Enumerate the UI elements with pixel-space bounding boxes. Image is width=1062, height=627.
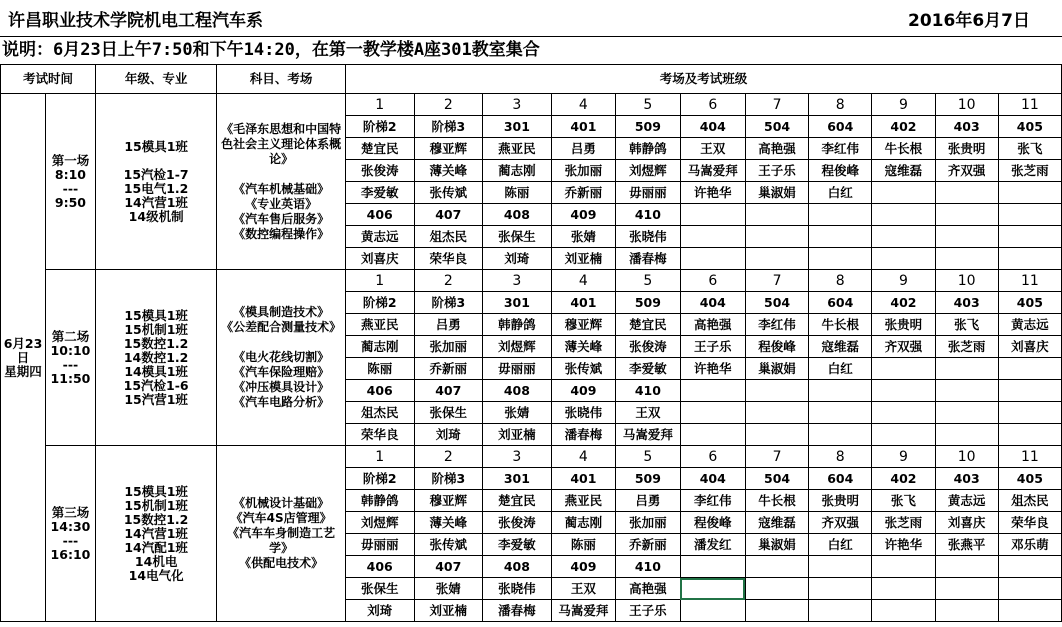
room-location[interactable]: 604 <box>809 116 872 138</box>
proctor-cell[interactable]: 张芝雨 <box>998 160 1061 182</box>
session-grades: 15模具1班 15汽检1-7 15电气1.2 14汽营1班 14级机制 <box>95 94 216 270</box>
proctor-cell[interactable] <box>998 358 1061 380</box>
proctor-cell[interactable]: 刘亚楠 <box>414 600 483 622</box>
proctor-cell[interactable] <box>935 226 998 248</box>
session-time: 第二场 10:10 --- 11:50 <box>45 270 95 446</box>
room-location[interactable]: 409 <box>551 380 615 402</box>
proctor-cell[interactable]: 张俊涛 <box>616 336 680 358</box>
room-location[interactable] <box>872 204 935 226</box>
proctor-cell[interactable]: 张婧 <box>414 578 483 600</box>
room-location[interactable]: 301 <box>483 468 552 490</box>
proctor-cell[interactable]: 张保生 <box>414 402 483 424</box>
proctor-cell[interactable]: 李爱敏 <box>616 358 680 380</box>
room-location[interactable]: 509 <box>616 292 680 314</box>
room-number[interactable]: 11 <box>998 446 1061 468</box>
room-location[interactable] <box>745 556 808 578</box>
room-number[interactable]: 1 <box>345 446 414 468</box>
room-number[interactable]: 6 <box>680 270 745 292</box>
room-number[interactable]: 4 <box>551 270 615 292</box>
header-subject: 科目、考场 <box>217 65 346 94</box>
proctor-cell[interactable] <box>680 248 745 270</box>
proctor-cell[interactable]: 齐双强 <box>872 336 935 358</box>
proctor-cell[interactable]: 刘煜辉 <box>616 160 680 182</box>
proctor-cell[interactable]: 牛长根 <box>809 314 872 336</box>
room-location[interactable]: 403 <box>935 116 998 138</box>
proctor-cell[interactable] <box>680 402 745 424</box>
proctor-cell[interactable]: 张俊涛 <box>345 160 414 182</box>
exam-schedule-table <box>0 64 1062 622</box>
room-location[interactable] <box>935 204 998 226</box>
proctor-cell[interactable]: 潘春梅 <box>616 248 680 270</box>
proctor-cell[interactable]: 穆亚辉 <box>414 490 483 512</box>
room-location[interactable]: 阶梯2 <box>345 292 414 314</box>
proctor-cell[interactable] <box>998 424 1061 446</box>
proctor-cell[interactable]: 高艳强 <box>616 578 680 600</box>
proctor-cell[interactable]: 巢淑娟 <box>745 182 808 204</box>
room-location[interactable] <box>680 380 745 402</box>
proctor-cell[interactable]: 张传斌 <box>414 182 483 204</box>
room-location[interactable]: 301 <box>483 292 552 314</box>
document-date: 2016年6月7日 <box>908 11 1030 31</box>
room-location[interactable]: 阶梯3 <box>414 468 483 490</box>
proctor-cell[interactable]: 潘春梅 <box>551 424 615 446</box>
room-location[interactable] <box>872 380 935 402</box>
proctor-cell[interactable]: 荣华良 <box>345 424 414 446</box>
proctor-cell[interactable]: 吕勇 <box>616 490 680 512</box>
proctor-cell[interactable]: 穆亚辉 <box>414 138 483 160</box>
proctor-cell[interactable]: 许艳华 <box>680 358 745 380</box>
proctor-cell[interactable] <box>745 248 808 270</box>
proctor-cell[interactable]: 乔新丽 <box>616 534 680 556</box>
proctor-cell[interactable]: 张婧 <box>483 402 552 424</box>
proctor-cell[interactable] <box>745 600 808 622</box>
proctor-cell[interactable]: 吕勇 <box>414 314 483 336</box>
proctor-cell[interactable] <box>998 248 1061 270</box>
proctor-cell[interactable] <box>680 226 745 248</box>
room-location[interactable]: 406 <box>345 380 414 402</box>
room-location[interactable]: 408 <box>483 556 552 578</box>
proctor-cell[interactable]: 薄关峰 <box>414 160 483 182</box>
room-number[interactable]: 9 <box>872 94 935 116</box>
session-grades: 15模具1班 15机制1班 15数控1.2 14数控1.2 14模具1班 15汽检1-6 15汽营1班 <box>95 270 216 446</box>
proctor-cell[interactable] <box>935 358 998 380</box>
proctor-cell[interactable]: 韩静鸽 <box>616 138 680 160</box>
proctor-cell[interactable]: 刘喜庆 <box>345 248 414 270</box>
room-number[interactable]: 1 <box>345 270 414 292</box>
proctor-cell[interactable]: 黄志远 <box>345 226 414 248</box>
room-number[interactable]: 3 <box>483 270 552 292</box>
proctor-cell[interactable] <box>998 578 1061 600</box>
room-location[interactable]: 404 <box>680 292 745 314</box>
proctor-cell[interactable]: 张加丽 <box>551 160 615 182</box>
proctor-cell[interactable]: 楚宜民 <box>616 314 680 336</box>
room-location[interactable]: 407 <box>414 556 483 578</box>
proctor-cell[interactable]: 楚宜民 <box>345 138 414 160</box>
session-subjects: 《毛泽东思想和中国特色社会主义理论体系概论》 《汽车机械基础》 《专业英语》 《汽车售后服务》 《数控编程操作》 <box>217 94 346 270</box>
proctor-cell[interactable] <box>935 182 998 204</box>
proctor-cell[interactable]: 乔新丽 <box>551 182 615 204</box>
proctor-cell[interactable]: 王子乐 <box>680 336 745 358</box>
proctor-cell[interactable]: 陈丽 <box>551 534 615 556</box>
proctor-cell[interactable]: 韩静鸽 <box>483 314 552 336</box>
room-number[interactable]: 7 <box>745 270 808 292</box>
proctor-cell[interactable]: 李爱敏 <box>483 534 552 556</box>
proctor-cell[interactable]: 黄志远 <box>935 490 998 512</box>
proctor-cell[interactable]: 寇维磊 <box>872 160 935 182</box>
room-number[interactable]: 9 <box>872 270 935 292</box>
proctor-cell[interactable]: 张传斌 <box>551 358 615 380</box>
proctor-cell[interactable] <box>680 600 745 622</box>
proctor-cell[interactable]: 张飞 <box>935 314 998 336</box>
room-location[interactable]: 408 <box>483 204 552 226</box>
room-number[interactable]: 7 <box>745 94 808 116</box>
proctor-cell[interactable] <box>745 424 808 446</box>
room-location[interactable]: 406 <box>345 556 414 578</box>
proctor-cell[interactable]: 蔺志刚 <box>551 512 615 534</box>
room-location[interactable]: 509 <box>616 116 680 138</box>
proctor-cell[interactable] <box>680 578 745 600</box>
proctor-cell[interactable] <box>745 226 808 248</box>
proctor-cell[interactable]: 潘发红 <box>680 534 745 556</box>
proctor-cell[interactable]: 张贵明 <box>872 314 935 336</box>
session-time: 第三场 14:30 --- 16:10 <box>45 446 95 622</box>
header-rooms: 考场及考试班级 <box>345 65 1061 94</box>
proctor-cell[interactable]: 陈丽 <box>483 182 552 204</box>
room-location[interactable]: 604 <box>809 468 872 490</box>
proctor-cell[interactable]: 荣华良 <box>414 248 483 270</box>
proctor-cell[interactable]: 许艳华 <box>872 534 935 556</box>
proctor-cell[interactable]: 巢淑娟 <box>745 534 808 556</box>
room-number[interactable]: 2 <box>414 446 483 468</box>
proctor-cell[interactable]: 白红 <box>809 358 872 380</box>
room-location[interactable]: 604 <box>809 292 872 314</box>
room-location[interactable]: 407 <box>414 380 483 402</box>
proctor-cell[interactable]: 白红 <box>809 182 872 204</box>
school-title: 许昌职业技术学院机电工程汽车系 <box>8 11 263 31</box>
proctor-cell[interactable]: 白红 <box>809 534 872 556</box>
sheet-header <box>0 0 1062 36</box>
proctor-cell[interactable]: 刘琦 <box>483 248 552 270</box>
room-location[interactable] <box>998 556 1061 578</box>
room-location[interactable]: 504 <box>745 468 808 490</box>
room-location[interactable]: 410 <box>616 204 680 226</box>
proctor-cell[interactable]: 毋丽丽 <box>345 534 414 556</box>
proctor-cell[interactable]: 寇维磊 <box>745 512 808 534</box>
room-number[interactable]: 9 <box>872 446 935 468</box>
room-number[interactable]: 5 <box>616 270 680 292</box>
assembly-note: 说明：6月23日上午7:50和下午14:20，在第一教学楼A座301教室集合 <box>0 36 1062 64</box>
room-location[interactable]: 410 <box>616 380 680 402</box>
proctor-cell[interactable]: 乔新丽 <box>414 358 483 380</box>
proctor-cell[interactable]: 王子乐 <box>616 600 680 622</box>
proctor-cell[interactable]: 张燕平 <box>935 534 998 556</box>
room-number[interactable]: 3 <box>483 446 552 468</box>
proctor-cell[interactable] <box>809 600 872 622</box>
room-location[interactable]: 403 <box>935 292 998 314</box>
proctor-cell[interactable] <box>872 182 935 204</box>
proctor-cell[interactable] <box>872 402 935 424</box>
room-number[interactable]: 11 <box>998 270 1061 292</box>
room-number[interactable]: 7 <box>745 446 808 468</box>
room-location[interactable] <box>745 380 808 402</box>
proctor-cell[interactable]: 刘琦 <box>345 600 414 622</box>
proctor-cell[interactable] <box>872 600 935 622</box>
room-location[interactable]: 301 <box>483 116 552 138</box>
room-location[interactable] <box>935 556 998 578</box>
room-number[interactable]: 8 <box>809 446 872 468</box>
proctor-cell[interactable]: 张芝雨 <box>872 512 935 534</box>
room-location[interactable]: 401 <box>551 468 615 490</box>
proctor-cell[interactable]: 张贵明 <box>809 490 872 512</box>
proctor-cell[interactable]: 李红伟 <box>680 490 745 512</box>
proctor-cell[interactable]: 蔺志刚 <box>483 160 552 182</box>
proctor-cell[interactable] <box>809 402 872 424</box>
room-location[interactable] <box>998 204 1061 226</box>
room-location[interactable]: 401 <box>551 292 615 314</box>
proctor-cell[interactable]: 王子乐 <box>745 160 808 182</box>
room-location[interactable] <box>809 380 872 402</box>
proctor-cell[interactable]: 毋丽丽 <box>483 358 552 380</box>
proctor-cell[interactable]: 俎杰民 <box>345 402 414 424</box>
proctor-cell[interactable]: 李红伟 <box>809 138 872 160</box>
proctor-cell[interactable]: 高艳强 <box>745 138 808 160</box>
room-location[interactable] <box>872 556 935 578</box>
room-location[interactable] <box>998 380 1061 402</box>
room-number[interactable]: 11 <box>998 94 1061 116</box>
proctor-cell[interactable]: 高艳强 <box>680 314 745 336</box>
room-number[interactable]: 10 <box>935 94 998 116</box>
proctor-cell[interactable]: 李爱敏 <box>345 182 414 204</box>
proctor-cell[interactable]: 程俊峰 <box>680 512 745 534</box>
room-location[interactable]: 阶梯2 <box>345 468 414 490</box>
room-location[interactable]: 407 <box>414 204 483 226</box>
schedule-row <box>1 270 1062 292</box>
room-location[interactable]: 406 <box>345 204 414 226</box>
proctor-cell[interactable]: 俎杰民 <box>998 490 1061 512</box>
proctor-cell[interactable]: 燕亚民 <box>483 138 552 160</box>
proctor-cell[interactable] <box>998 182 1061 204</box>
room-location[interactable]: 阶梯3 <box>414 116 483 138</box>
proctor-cell[interactable]: 刘亚楠 <box>483 424 552 446</box>
proctor-cell[interactable]: 张晓伟 <box>616 226 680 248</box>
proctor-cell[interactable] <box>935 600 998 622</box>
proctor-cell[interactable] <box>809 424 872 446</box>
proctor-cell[interactable] <box>809 226 872 248</box>
room-number[interactable]: 1 <box>345 94 414 116</box>
proctor-cell[interactable]: 张加丽 <box>414 336 483 358</box>
proctor-cell[interactable]: 马嵩爱拜 <box>551 600 615 622</box>
room-location[interactable]: 408 <box>483 380 552 402</box>
proctor-cell[interactable]: 张飞 <box>998 138 1061 160</box>
room-location[interactable]: 402 <box>872 468 935 490</box>
proctor-cell[interactable] <box>872 226 935 248</box>
room-location[interactable]: 阶梯3 <box>414 292 483 314</box>
proctor-cell[interactable] <box>872 358 935 380</box>
proctor-cell[interactable]: 马嵩爱拜 <box>680 160 745 182</box>
proctor-cell[interactable]: 巢淑娟 <box>745 358 808 380</box>
proctor-cell[interactable] <box>809 578 872 600</box>
proctor-cell[interactable]: 燕亚民 <box>345 314 414 336</box>
session-subjects: 《机械设计基础》 《汽车4S店管理》 《汽车车身制造工艺学》 《供配电技术》 <box>217 446 346 622</box>
proctor-cell[interactable] <box>872 578 935 600</box>
proctor-cell[interactable]: 张传斌 <box>414 534 483 556</box>
proctor-cell[interactable]: 蔺志刚 <box>345 336 414 358</box>
room-location[interactable] <box>809 556 872 578</box>
proctor-cell[interactable]: 程俊峰 <box>809 160 872 182</box>
room-location[interactable]: 405 <box>998 468 1061 490</box>
proctor-cell[interactable]: 燕亚民 <box>551 490 615 512</box>
proctor-cell[interactable]: 俎杰民 <box>414 226 483 248</box>
proctor-cell[interactable]: 楚宜民 <box>483 490 552 512</box>
room-location[interactable]: 409 <box>551 204 615 226</box>
room-number[interactable]: 2 <box>414 94 483 116</box>
session-subjects: 《模具制造技术》 《公差配合测量技术》 《电火花线切割》 《汽车保险理赔》 《冲压模具设计》 《汽车电路分析》 <box>217 270 346 446</box>
proctor-cell[interactable]: 张保生 <box>483 226 552 248</box>
proctor-cell[interactable]: 王双 <box>551 578 615 600</box>
proctor-cell[interactable] <box>872 248 935 270</box>
proctor-cell[interactable] <box>745 578 808 600</box>
proctor-cell[interactable] <box>745 402 808 424</box>
proctor-cell[interactable] <box>935 248 998 270</box>
proctor-cell[interactable]: 牛长根 <box>872 138 935 160</box>
proctor-cell[interactable]: 潘春梅 <box>483 600 552 622</box>
proctor-cell[interactable]: 李红伟 <box>745 314 808 336</box>
proctor-cell[interactable]: 张加丽 <box>616 512 680 534</box>
room-location[interactable]: 403 <box>935 468 998 490</box>
proctor-cell[interactable]: 张贵明 <box>935 138 998 160</box>
room-location[interactable]: 409 <box>551 556 615 578</box>
room-number[interactable]: 2 <box>414 270 483 292</box>
proctor-cell[interactable]: 张保生 <box>345 578 414 600</box>
room-number[interactable]: 8 <box>809 270 872 292</box>
proctor-cell[interactable]: 王双 <box>616 402 680 424</box>
proctor-cell[interactable]: 陈丽 <box>345 358 414 380</box>
room-location[interactable] <box>680 556 745 578</box>
room-location[interactable]: 402 <box>872 292 935 314</box>
room-location[interactable] <box>809 204 872 226</box>
proctor-cell[interactable]: 齐双强 <box>809 512 872 534</box>
proctor-cell[interactable] <box>809 248 872 270</box>
schedule-row <box>1 94 1062 116</box>
proctor-cell[interactable] <box>935 424 998 446</box>
header-grade-major: 年级、专业 <box>95 65 216 94</box>
proctor-cell[interactable]: 张俊涛 <box>483 512 552 534</box>
room-location[interactable]: 阶梯2 <box>345 116 414 138</box>
proctor-cell[interactable]: 刘亚楠 <box>551 248 615 270</box>
proctor-cell[interactable]: 张晓伟 <box>483 578 552 600</box>
proctor-cell[interactable]: 张晓伟 <box>551 402 615 424</box>
room-number[interactable]: 6 <box>680 94 745 116</box>
proctor-cell[interactable]: 程俊峰 <box>745 336 808 358</box>
proctor-cell[interactable]: 刘喜庆 <box>998 336 1061 358</box>
proctor-cell[interactable]: 齐双强 <box>935 160 998 182</box>
proctor-cell[interactable]: 刘喜庆 <box>935 512 998 534</box>
room-number[interactable]: 5 <box>616 446 680 468</box>
schedule-row <box>1 446 1062 468</box>
session-time: 第一场 8:10 --- 9:50 <box>45 94 95 270</box>
header-exam-time: 考试时间 <box>1 65 96 94</box>
proctor-cell[interactable]: 毋丽丽 <box>616 182 680 204</box>
room-number[interactable]: 4 <box>551 94 615 116</box>
room-number[interactable]: 10 <box>935 446 998 468</box>
room-number[interactable]: 8 <box>809 94 872 116</box>
room-number[interactable]: 3 <box>483 94 552 116</box>
proctor-cell[interactable] <box>998 600 1061 622</box>
proctor-cell[interactable]: 马嵩爱拜 <box>616 424 680 446</box>
proctor-cell[interactable]: 张婧 <box>551 226 615 248</box>
proctor-cell[interactable]: 张飞 <box>872 490 935 512</box>
room-number[interactable]: 6 <box>680 446 745 468</box>
room-location[interactable]: 404 <box>680 468 745 490</box>
proctor-cell[interactable]: 韩静鸽 <box>345 490 414 512</box>
proctor-cell[interactable] <box>872 424 935 446</box>
room-location[interactable]: 410 <box>616 556 680 578</box>
room-location[interactable]: 405 <box>998 292 1061 314</box>
room-location[interactable]: 402 <box>872 116 935 138</box>
proctor-cell[interactable]: 刘煜辉 <box>345 512 414 534</box>
proctor-cell[interactable]: 张芝雨 <box>935 336 998 358</box>
room-number[interactable]: 5 <box>616 94 680 116</box>
room-location[interactable] <box>935 380 998 402</box>
room-location[interactable]: 405 <box>998 116 1061 138</box>
proctor-cell[interactable]: 黄志远 <box>998 314 1061 336</box>
room-location[interactable]: 504 <box>745 292 808 314</box>
proctor-cell[interactable]: 寇维磊 <box>809 336 872 358</box>
room-location[interactable]: 504 <box>745 116 808 138</box>
room-location[interactable]: 509 <box>616 468 680 490</box>
proctor-cell[interactable]: 刘琦 <box>414 424 483 446</box>
proctor-cell[interactable]: 薄关峰 <box>414 512 483 534</box>
room-location[interactable]: 401 <box>551 116 615 138</box>
proctor-cell[interactable]: 薄关峰 <box>551 336 615 358</box>
room-location[interactable]: 404 <box>680 116 745 138</box>
session-grades: 15模具1班 15机制1班 15数控1.2 14汽营1班 14汽配1班 14机电 14电气化 <box>95 446 216 622</box>
proctor-cell[interactable]: 吕勇 <box>551 138 615 160</box>
room-number[interactable]: 10 <box>935 270 998 292</box>
proctor-cell[interactable] <box>998 226 1061 248</box>
room-number[interactable]: 4 <box>551 446 615 468</box>
room-location[interactable] <box>745 204 808 226</box>
proctor-cell[interactable]: 牛长根 <box>745 490 808 512</box>
proctor-cell[interactable]: 刘煜辉 <box>483 336 552 358</box>
proctor-cell[interactable] <box>680 424 745 446</box>
proctor-cell[interactable]: 邓乐萌 <box>998 534 1061 556</box>
proctor-cell[interactable] <box>935 578 998 600</box>
proctor-cell[interactable] <box>998 402 1061 424</box>
proctor-cell[interactable]: 许艳华 <box>680 182 745 204</box>
proctor-cell[interactable]: 荣华良 <box>998 512 1061 534</box>
room-location[interactable] <box>680 204 745 226</box>
proctor-cell[interactable]: 王双 <box>680 138 745 160</box>
proctor-cell[interactable]: 穆亚辉 <box>551 314 615 336</box>
exam-day: 6月23日 星期四 <box>1 94 46 622</box>
proctor-cell[interactable] <box>935 402 998 424</box>
